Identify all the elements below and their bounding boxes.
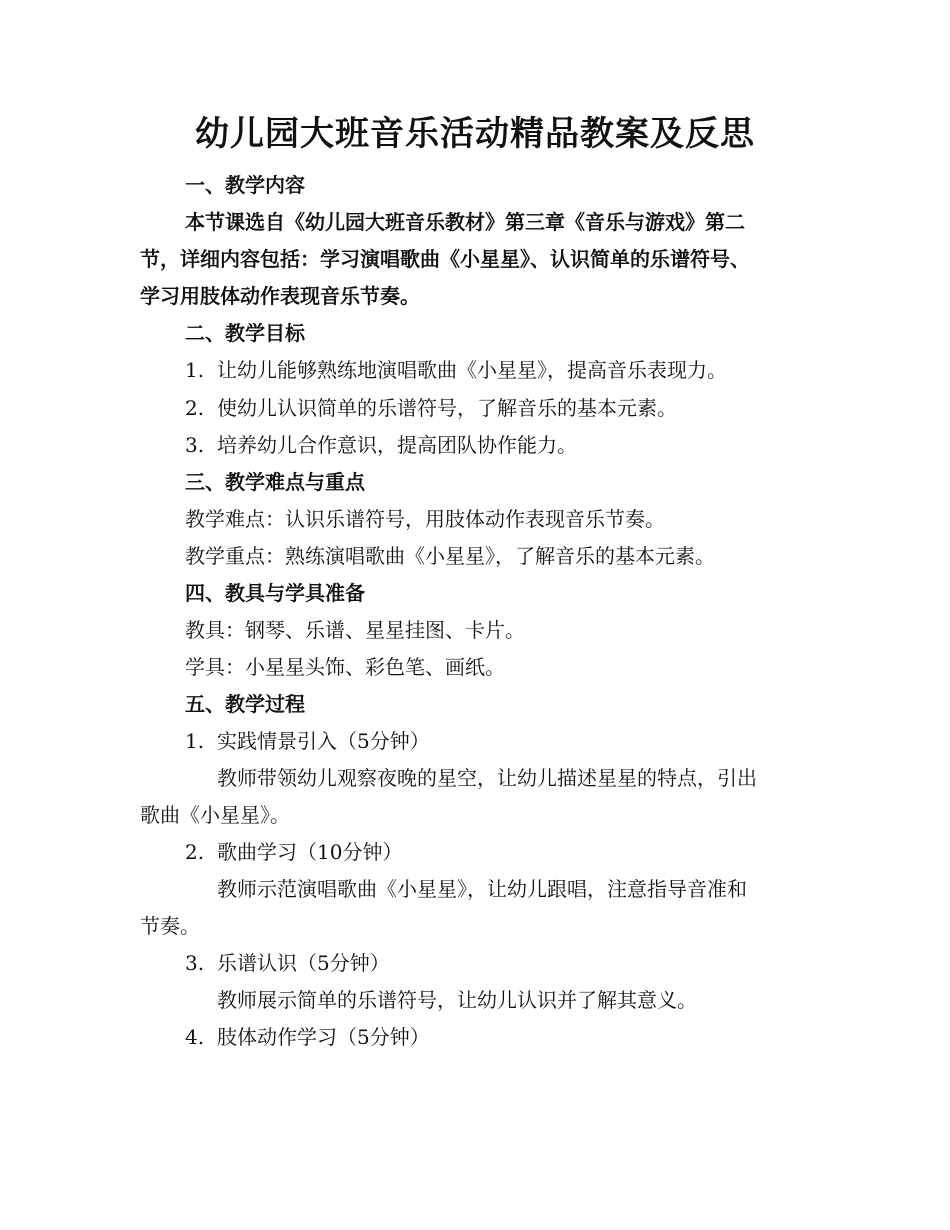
- process-step-text: 教师展示简单的乐谱符号，让幼儿认识并了解其意义。: [217, 988, 697, 1012]
- step-number: 3.: [185, 951, 205, 975]
- section-heading-process: 五、教学过程: [185, 692, 305, 716]
- document-title: 幼儿园大班音乐活动精品教案及反思: [195, 114, 755, 154]
- section-heading-difficulties: 三、教学难点与重点: [185, 470, 365, 494]
- step-title: 肢体动作学习（5分钟）: [217, 1025, 430, 1049]
- student-tools: 学具：小星星头饰、彩色笔、画纸。: [185, 655, 505, 679]
- objective-number: 3.: [185, 433, 205, 457]
- content-paragraph-line-3: 学习用肢体动作表现音乐节奏。: [140, 284, 420, 308]
- process-step-title: [185, 949, 390, 977]
- step-number: 4.: [185, 1025, 205, 1049]
- process-step-text: 教师带领幼儿观察夜晚的星空，让幼儿描述星星的特点，引出: [217, 766, 757, 790]
- step-title: 实践情景引入（5分钟）: [217, 729, 430, 753]
- objective-text: 让幼儿能够熟练地演唱歌曲《小星星》，提高音乐表现力。: [217, 358, 727, 382]
- objective-item: [185, 431, 577, 459]
- step-number: 1.: [185, 729, 205, 753]
- step-number: 2.: [185, 840, 205, 864]
- objective-number: 2.: [185, 396, 205, 420]
- teaching-difficulty: 教学难点：认识乐谱符号，用肢体动作表现音乐节奏。: [185, 507, 665, 531]
- step-title: 乐谱认识（5分钟）: [217, 951, 390, 975]
- content-paragraph-line-2: 节，详细内容包括：学习演唱歌曲《小星星》、认识简单的乐谱符号、: [140, 247, 750, 271]
- objective-text: 使幼儿认识简单的乐谱符号，了解音乐的基本元素。: [217, 396, 677, 420]
- process-step-title: [185, 727, 430, 755]
- process-step-text: 歌曲《小星星》。: [140, 803, 290, 827]
- process-step-title: [185, 1023, 430, 1051]
- process-step-text: 节奏。: [140, 914, 200, 938]
- teaching-key-point: 教学重点：熟练演唱歌曲《小星星》，了解音乐的基本元素。: [185, 544, 715, 568]
- content-paragraph-line-1: 本节课选自《幼儿园大班音乐教材》第三章《音乐与游戏》第二: [185, 210, 745, 234]
- objective-item: [185, 356, 727, 384]
- process-step-title: [185, 838, 402, 866]
- objective-number: 1.: [185, 358, 205, 382]
- section-heading-content: 一、教学内容: [185, 173, 305, 197]
- section-heading-materials: 四、教具与学具准备: [185, 581, 365, 605]
- teacher-tools: 教具：钢琴、乐谱、星星挂图、卡片。: [185, 618, 525, 642]
- section-heading-objectives: 二、教学目标: [185, 321, 305, 345]
- objective-item: [185, 394, 677, 422]
- objective-text: 培养幼儿合作意识，提高团队协作能力。: [217, 433, 577, 457]
- step-title: 歌曲学习（10分钟）: [217, 840, 403, 864]
- process-step-text: 教师示范演唱歌曲《小星星》，让幼儿跟唱，注意指导音准和: [217, 877, 747, 901]
